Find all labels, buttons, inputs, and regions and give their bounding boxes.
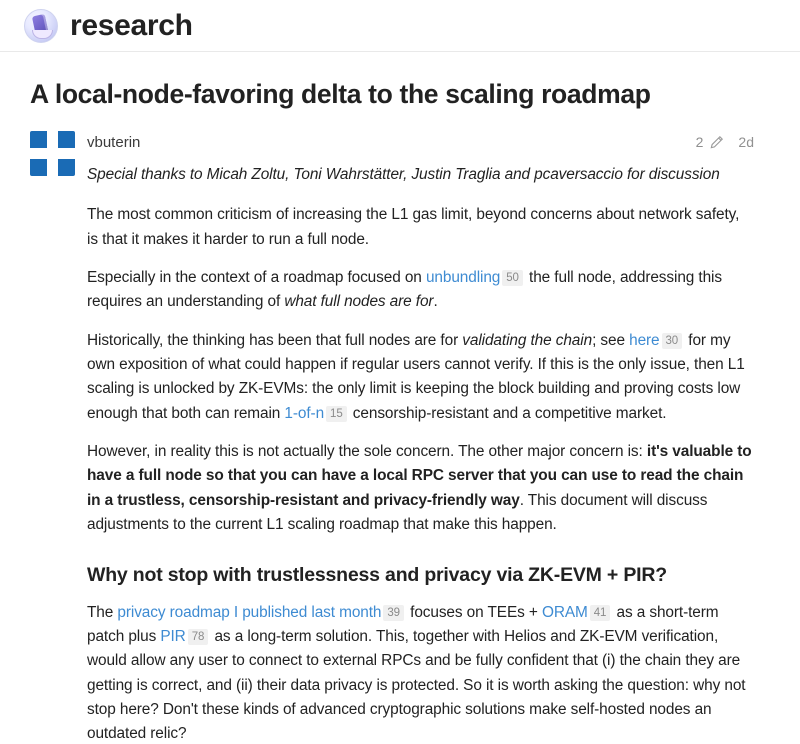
refcount-pir[interactable]: 78 [188, 629, 209, 645]
refcount-oram[interactable]: 41 [590, 605, 611, 621]
edit-count: 2 [695, 134, 704, 151]
section-heading: Why not stop with trustlessness and privacy via ZK-EVM + PIR? [87, 564, 667, 587]
p2-emphasis: what full nodes are for [284, 293, 434, 311]
research-logo-icon [24, 9, 58, 43]
link-privacy-roadmap[interactable]: privacy roadmap I published last month [117, 603, 382, 621]
paragraph-3 [87, 329, 754, 426]
pencil-icon[interactable] [709, 135, 724, 150]
post-date[interactable]: 2d [738, 134, 754, 151]
post-meta-right [696, 134, 754, 150]
link-oram[interactable]: ORAM [541, 603, 588, 621]
paragraph-2 [87, 266, 754, 315]
p2-text-a: Especially in the context of a roadmap focused on [87, 269, 426, 287]
link-pir[interactable]: PIR [160, 628, 186, 646]
p2-text-c: . [433, 293, 438, 311]
p4-strong: it's valuable to have a full node so that you can have a local RPC server that you can use to read the chain in a trustless, censorship-resistant and privacy-friendly way [87, 443, 752, 509]
refcount-privacy-roadmap[interactable]: 39 [383, 605, 404, 621]
p3-text-a: Historically, the thinking has been that full nodes are for [87, 331, 463, 349]
link-unbundling[interactable]: unbundling [425, 269, 501, 287]
post-body [87, 131, 754, 744]
p4-text-a: However, in reality this is not actually the sole concern. The other major concern is: [87, 443, 647, 461]
paragraph-1: The most common criticism of increasing the L1 gas limit, beyond concerns about network safety, is that it makes it harder to run a full node. [87, 206, 740, 248]
paragraph-4 [87, 440, 754, 537]
p5-text-d: as a long-term solution. This, together with Helios and ZK-EVM verification, would allow any user to connect to external RPCs and be fully confident that (i) the chain they are getting is correct, and (ii) their data privacy is protected. So it is worth asking the question: why not stop here? Don't these kinds of advanced cryptographic solutions make self-hosted nodes an outdated relic? [87, 628, 746, 743]
p5-text-c: as a short-term patch plus [87, 603, 719, 646]
avatar[interactable] [30, 131, 75, 176]
post-author[interactable]: vbuterin [87, 133, 141, 151]
p5-text-b: focuses on TEEs + [405, 603, 542, 621]
post [30, 131, 754, 744]
site-header [0, 0, 800, 52]
link-here[interactable]: here [629, 331, 660, 349]
p3-text-d: censorship-resistant and a competitive market. [348, 404, 667, 422]
p2-text-b: the full node, addressing this requires an understanding of [87, 269, 722, 311]
post-meta [87, 131, 754, 153]
p3-emphasis: validating the chain [462, 331, 593, 349]
link-1-of-n[interactable]: 1-of-n [284, 404, 325, 422]
topic-content [0, 52, 800, 744]
p5-text-a: The [87, 603, 118, 621]
post-thanks: Special thanks to Micah Zoltu, Toni Wahrstätter, Justin Traglia and pcaversaccio for discussion [87, 166, 720, 184]
p3-text-b: ; see [592, 331, 630, 349]
site-logo-link[interactable] [24, 9, 193, 43]
site-title[interactable]: research [70, 8, 193, 42]
refcount-unbundling[interactable]: 50 [502, 270, 523, 286]
refcount-1-of-n[interactable]: 15 [326, 406, 347, 422]
p4-text-b: . This document will discuss adjustments to the current L1 scaling roadmap that make this happen. [87, 491, 708, 534]
paragraph-5 [87, 601, 754, 744]
page-title: A local-node-favoring delta to the scaling roadmap [30, 79, 651, 109]
refcount-here[interactable]: 30 [662, 333, 683, 349]
p3-text-c: for my own exposition of what could happen if regular users cannot verify. If this is the only issue, then L1 scaling is unlocked by ZK-EVMs: the only limit is keeping the block building and proving costs low enough that both can remain [87, 331, 745, 422]
